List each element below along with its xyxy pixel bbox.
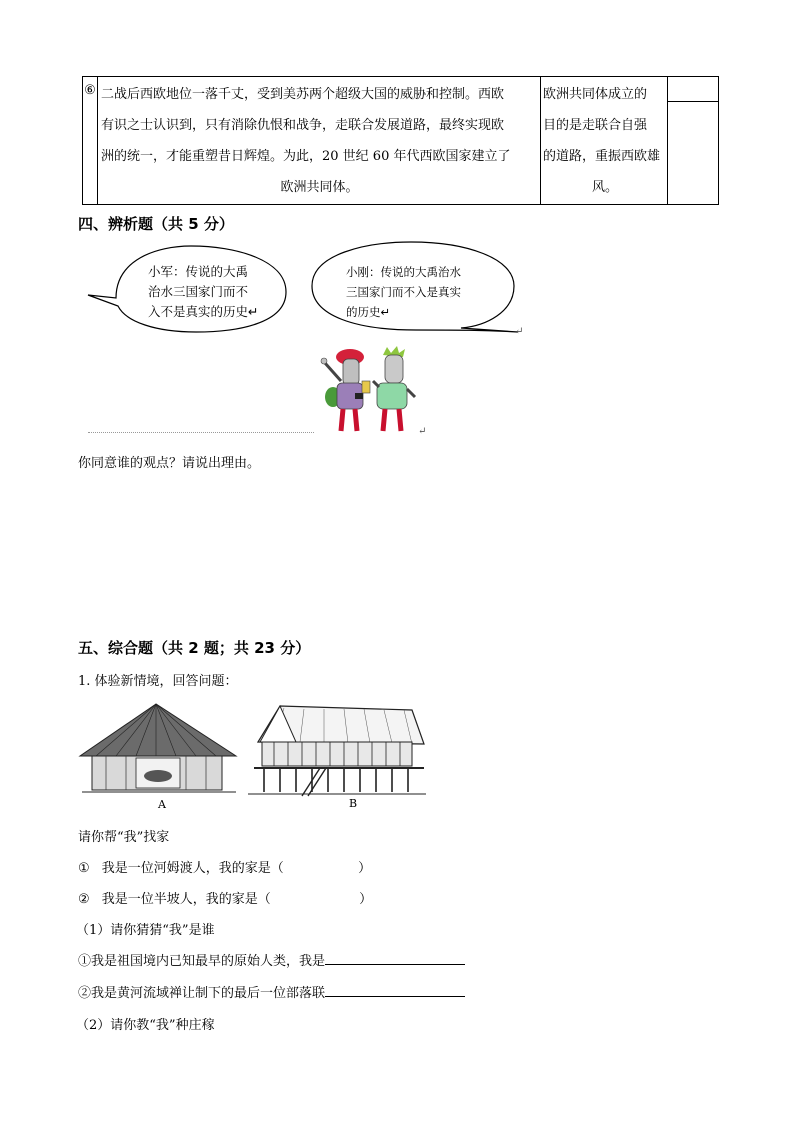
statement-line: 有识之士认识到，只有消除仇恨和战争，走联合发展道路，最终实现欧 [101,118,505,133]
bubble-left-line: 入不是真实的历史↵ [148,304,259,319]
cartoon-characters-illustration [315,345,425,437]
item-marker: ② [78,892,90,907]
item-close: ） [358,861,372,876]
house-item-1 [78,857,371,876]
section-5-title: 五、综合题（共 2 题；共 23 分） [78,639,311,657]
item-marker: ① [78,861,90,876]
bubble-right-line: 小刚：传说的大禹治水 [346,265,461,279]
image-label-b: B [349,797,358,810]
analysis-line: 的道路，重振西欧雄 [543,149,661,164]
help-line: 请你帮“我”找家 [78,830,170,845]
statement-line: 洲的统一，才能重塑昔日辉煌。为此，20 世纪 60 年代西欧国家建立了 [101,149,511,164]
bubble-right-text [346,262,461,322]
sub-question-2: （2）请你教“我”种庄稼 [76,1018,215,1033]
round-hut-image-a [76,700,242,800]
section-4-question: 你同意谁的观点？请说出理由。 [78,456,261,471]
item-text: 我是一位河姆渡人，我的家是（ [101,861,284,876]
sub-question-1: （1）请你猜猜“我”是谁 [76,923,215,938]
answer-underline[interactable] [325,982,465,997]
image-label-a: A [158,798,166,811]
return-mark: ↵ [418,426,427,437]
sub1-item-text: ②我是黄河流域禅让制下的最后一位部落联 [78,986,326,1001]
bubble-left-line: 治水三国家门而不 [148,284,249,299]
question-1-intro: 1. 体验新情境，回答问题： [78,674,238,689]
analysis-line: 欧洲共同体成立的 [543,87,648,102]
bubble-left-line: 小军：传说的大禹 [148,264,249,279]
statement-cell [98,77,541,205]
return-mark: ↵ [515,326,524,337]
sub1-item-1 [78,950,465,969]
stilt-house-image-b [244,700,430,800]
statement-line: 二战后西欧地位一落千丈，受到美苏两个超级大国的威胁和控制。西欧 [101,87,505,102]
answer-table [82,76,719,205]
bubble-right-line: 三国家门而不入是真实 [346,285,461,299]
bubble-right-line: 的历史↵ [346,305,391,319]
table-row [83,77,719,205]
bubble-left-text [148,262,258,322]
judgment-divider [668,101,718,102]
answer-underline[interactable] [325,950,465,965]
analysis-line: 目的是走联合自强 [543,118,648,133]
sub1-item-2 [78,982,465,1001]
statement-line: 欧洲共同体。 [280,180,359,195]
section-4-title: 四、辨析题（共 5 分） [78,215,234,233]
judgment-cell[interactable] [668,77,719,205]
dotted-divider [88,432,314,433]
analysis-line: 风。 [591,180,618,195]
item-close: ） [359,892,373,907]
analysis-cell [541,77,668,205]
item-text: 我是一位半坡人，我的家是（ [101,892,271,907]
sub1-item-text: ①我是祖国境内已知最早的原始人类，我是 [78,954,326,969]
row-number: ⑥ [83,77,98,205]
house-item-2 [78,888,372,907]
